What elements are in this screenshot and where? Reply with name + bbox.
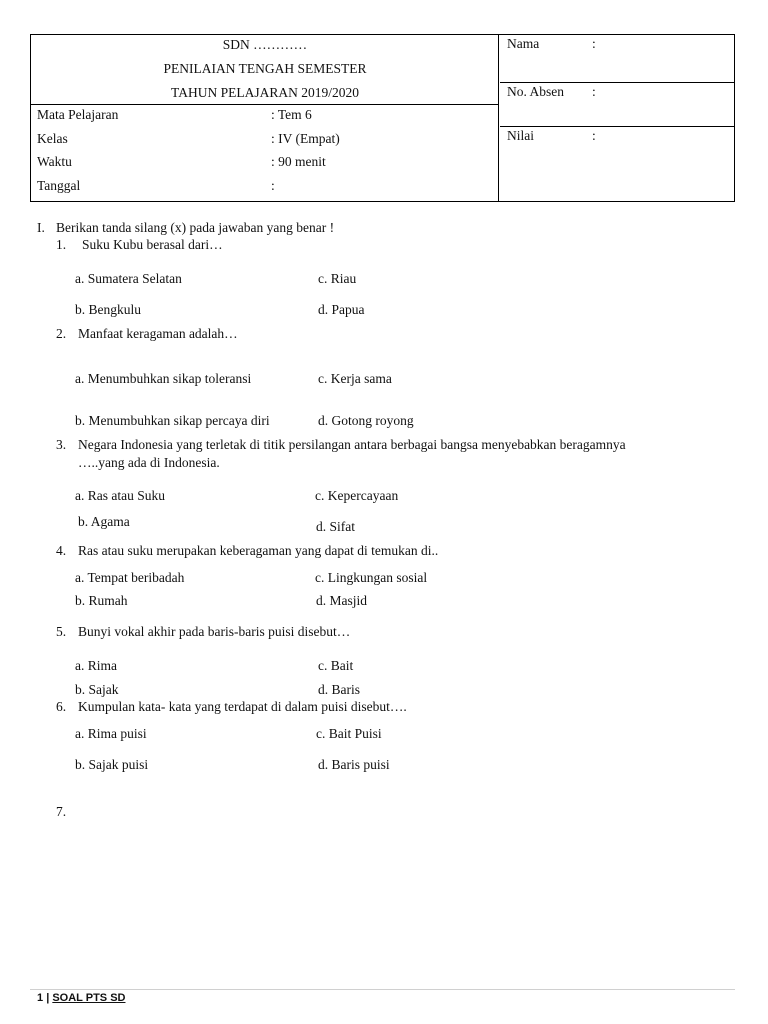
question-text-continued: …..yang ada di Indonesia.: [78, 455, 220, 470]
section-number: I.: [37, 220, 45, 235]
option-d[interactable]: d. Gotong royong: [318, 413, 414, 428]
option-b[interactable]: b. Agama: [78, 514, 130, 529]
academic-year: TAHUN PELAJARAN 2019/2020: [171, 85, 359, 100]
info-label-date: Tanggal: [37, 178, 81, 193]
score-label: Nilai: [507, 128, 534, 143]
info-label-time: Waktu: [37, 154, 72, 169]
question-text: Bunyi vokal akhir pada baris-baris puisi disebut…: [78, 624, 351, 639]
section-instruction: Berikan tanda silang (x) pada jawaban yang benar !: [56, 220, 335, 235]
exam-title: PENILAIAN TENGAH SEMESTER: [163, 61, 367, 76]
option-c[interactable]: c. Lingkungan sosial: [315, 570, 428, 585]
option-b[interactable]: b. Sajak: [75, 682, 119, 697]
option-a[interactable]: a. Menumbuhkan sikap toleransi: [75, 371, 252, 386]
name-label: Nama: [507, 36, 540, 51]
question-text: Suku Kubu berasal dari…: [82, 237, 223, 252]
option-b[interactable]: b. Bengkulu: [75, 302, 141, 317]
absen-cell[interactable]: [500, 83, 735, 127]
info-value-subject: : Tem 6: [271, 107, 312, 122]
option-d[interactable]: d. Sifat: [316, 519, 355, 534]
question-text: Kumpulan kata- kata yang terdapat di dalam puisi disebut….: [78, 699, 407, 714]
info-value-class: : IV (Empat): [271, 131, 340, 146]
question-number: 1.: [56, 237, 67, 252]
question-number: 4.: [56, 543, 67, 558]
name-cell[interactable]: [500, 35, 735, 83]
question-number: 2.: [56, 326, 67, 341]
option-b[interactable]: b. Rumah: [75, 593, 128, 608]
option-c[interactable]: c. Kerja sama: [318, 371, 392, 386]
option-a[interactable]: a. Sumatera Selatan: [75, 271, 182, 286]
info-label-subject: Mata Pelajaran: [37, 107, 119, 122]
question-number: 7.: [56, 804, 67, 819]
info-value-time: : 90 menit: [271, 154, 326, 169]
option-b[interactable]: b. Sajak puisi: [75, 757, 149, 772]
score-colon: :: [592, 128, 596, 143]
option-d[interactable]: d. Baris puisi: [318, 757, 390, 772]
exam-info-block: [31, 105, 499, 202]
option-a[interactable]: a. Tempat beribadah: [75, 570, 185, 585]
score-cell[interactable]: [500, 127, 735, 202]
footer-separator: |: [46, 992, 50, 1004]
option-a[interactable]: a. Ras atau Suku: [75, 488, 165, 503]
question-text: Manfaat keragaman adalah…: [78, 326, 238, 341]
absen-colon: :: [592, 84, 596, 99]
option-d[interactable]: d. Masjid: [316, 593, 368, 608]
question-text: Ras atau suku merupakan keberagaman yang dapat di temukan di..: [78, 543, 439, 558]
option-b[interactable]: b. Menumbuhkan sikap percaya diri: [75, 413, 270, 428]
option-c[interactable]: c. Bait: [318, 658, 354, 673]
option-a[interactable]: a. Rima: [75, 658, 117, 673]
option-d[interactable]: d. Papua: [318, 302, 365, 317]
option-c[interactable]: c. Bait Puisi: [316, 726, 382, 741]
question-number: 5.: [56, 624, 67, 639]
name-colon: :: [592, 36, 596, 51]
question-number: 3.: [56, 437, 67, 452]
option-c[interactable]: c. Riau: [318, 271, 357, 286]
school-title-block: [31, 35, 499, 105]
info-label-class: Kelas: [37, 131, 68, 146]
option-a[interactable]: a. Rima puisi: [75, 726, 147, 741]
footer-title: SOAL PTS SD: [52, 992, 126, 1004]
option-c[interactable]: c. Kepercayaan: [315, 488, 399, 503]
question-number: 6.: [56, 699, 67, 714]
page-footer: [37, 992, 125, 1004]
footer-divider: [30, 989, 735, 990]
absen-label: No. Absen: [507, 84, 564, 99]
option-d[interactable]: d. Baris: [318, 682, 360, 697]
page-number: 1: [37, 992, 44, 1004]
header-table: [30, 34, 735, 202]
info-value-date: :: [271, 178, 275, 193]
question-text: Negara Indonesia yang terletak di titik persilangan antara berbagai bangsa menyebabkan beragamnya: [78, 437, 626, 452]
school-name: SDN …………: [222, 37, 308, 52]
